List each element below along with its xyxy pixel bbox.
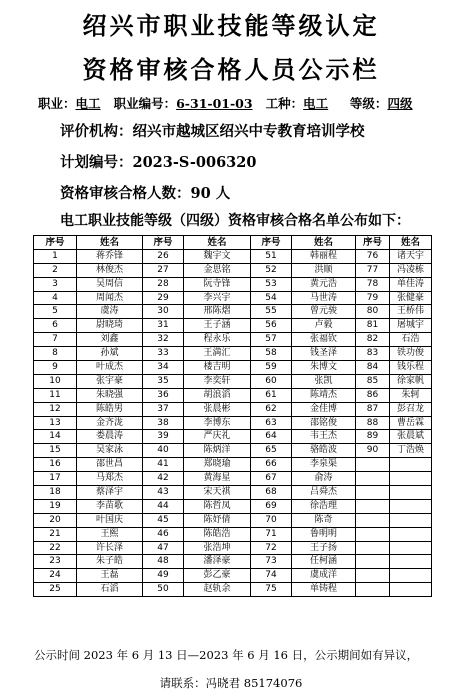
serial-cell: 2: [34, 263, 77, 277]
page-title-line1: 绍兴市职业技能等级认定: [82, 11, 380, 40]
name-cell: 卢毅: [292, 319, 356, 333]
table-row: [34, 277, 432, 291]
serial-cell: 17: [34, 472, 77, 486]
serial-cell: 12: [34, 402, 77, 416]
name-cell: 吕舜杰: [292, 486, 356, 500]
name-cell: 郑晓瑜: [184, 458, 251, 472]
table-row: [34, 361, 432, 375]
serial-cell: 86: [356, 388, 390, 402]
serial-cell: 49: [143, 569, 184, 583]
org-label: 评价机构：: [60, 123, 133, 140]
name-cell: 单铸程: [292, 583, 356, 597]
serial-cell: 40: [143, 444, 184, 458]
table-row: [34, 402, 432, 416]
serial-cell: 63: [251, 416, 292, 430]
name-cell: 李兴宇: [184, 291, 251, 305]
serial-cell: 65: [251, 444, 292, 458]
name-cell: 鲁明明: [292, 527, 356, 541]
level-label: 等级：: [349, 96, 388, 111]
name-cell: 娄晨涛: [77, 430, 143, 444]
serial-cell: 14: [34, 430, 77, 444]
serial-cell: 71: [251, 527, 292, 541]
serial-cell: 23: [34, 555, 77, 569]
name-cell: 李苗歌: [77, 499, 143, 513]
name-cell: 刘鑫: [77, 333, 143, 347]
serial-cell: 30: [143, 305, 184, 319]
plan-number: [60, 151, 256, 172]
name-cell: 李奕轩: [184, 374, 251, 388]
serial-cell: 24: [34, 569, 77, 583]
name-cell: 俞涛: [292, 472, 356, 486]
name-cell: 韩丽程: [292, 249, 356, 263]
count-value: 90 人: [190, 185, 231, 202]
serial-cell: 32: [143, 333, 184, 347]
qualified-roster-table: [33, 235, 432, 597]
name-cell: 虞成洋: [292, 569, 356, 583]
name-cell: 吴周信: [77, 277, 143, 291]
type-value: 电工: [303, 96, 329, 111]
serial-cell: 3: [34, 277, 77, 291]
serial-cell: 15: [34, 444, 77, 458]
serial-cell: 42: [143, 472, 184, 486]
occupation-value: 电工: [75, 96, 101, 111]
table-row: [34, 486, 432, 500]
name-cell: 宋天祺: [184, 486, 251, 500]
name-cell: [390, 499, 432, 513]
serial-cell: 79: [356, 291, 390, 305]
name-cell: 黄元浩: [292, 277, 356, 291]
name-cell: 张福钦: [292, 333, 356, 347]
table-row: [34, 472, 432, 486]
serial-cell: 82: [356, 333, 390, 347]
serial-cell: 84: [356, 361, 390, 375]
name-cell: 陈皓浩: [184, 527, 251, 541]
serial-cell: 74: [251, 569, 292, 583]
name-cell: [390, 541, 432, 555]
name-cell: 蒋乔锋: [77, 249, 143, 263]
serial-cell: 90: [356, 444, 390, 458]
serial-cell: 45: [143, 513, 184, 527]
table-row: [34, 527, 432, 541]
table-header-row: [34, 236, 432, 250]
serial-cell: 67: [251, 472, 292, 486]
serial-cell: 57: [251, 333, 292, 347]
table-row: [34, 499, 432, 513]
name-cell: [390, 458, 432, 472]
table-row: [34, 458, 432, 472]
serial-cell: 44: [143, 499, 184, 513]
name-cell: 石浩: [390, 333, 432, 347]
table-row: [34, 583, 432, 597]
name-cell: [390, 472, 432, 486]
name-cell: 叶成杰: [77, 361, 143, 375]
table-row: [34, 555, 432, 569]
table-row: [34, 416, 432, 430]
name-cell: 张浩坤: [184, 541, 251, 555]
serial-cell: 20: [34, 513, 77, 527]
name-cell: 张晨彬: [184, 402, 251, 416]
name-cell: 金齐泷: [77, 416, 143, 430]
serial-cell: 8: [34, 347, 77, 361]
qualified-count: [60, 182, 230, 203]
name-cell: 冯凌栋: [390, 263, 432, 277]
serial-cell: 54: [251, 291, 292, 305]
serial-cell: 77: [356, 263, 390, 277]
name-cell: 陈皓男: [77, 402, 143, 416]
serial-cell: 73: [251, 555, 292, 569]
plan-label: 计划编号：: [60, 154, 133, 171]
serial-cell: 80: [356, 305, 390, 319]
list-heading: 电工职业技能等级（四级）资格审核合格名单公布如下：: [60, 213, 410, 229]
name-cell: 李泉渠: [292, 458, 356, 472]
name-cell: 许长泽: [77, 541, 143, 555]
name-cell: 马世涛: [292, 291, 356, 305]
publicity-period: 公示时间 2023 年 6 月 13 日—2023 年 6 月 16 日，公示期间如有异议，: [34, 648, 419, 662]
name-cell: 朱轲: [390, 388, 432, 402]
serial-cell: 6: [34, 319, 77, 333]
name-cell: 王桥伟: [390, 305, 432, 319]
header-name-3: 姓名: [292, 236, 356, 250]
code-value: 6-31-01-03: [176, 96, 253, 111]
serial-cell: 5: [34, 305, 77, 319]
name-cell: 彭乙豪: [184, 569, 251, 583]
org-value: 绍兴市越城区绍兴中专教育培训学校: [132, 123, 365, 140]
serial-cell: 60: [251, 374, 292, 388]
serial-cell: 29: [143, 291, 184, 305]
serial-cell: 59: [251, 361, 292, 375]
name-cell: 徐家帆: [390, 374, 432, 388]
serial-cell: 51: [251, 249, 292, 263]
name-cell: 赵轨余: [184, 583, 251, 597]
serial-cell: 61: [251, 388, 292, 402]
name-cell: [390, 555, 432, 569]
serial-cell: 1: [34, 249, 77, 263]
name-cell: 朱子皓: [77, 555, 143, 569]
serial-cell: 55: [251, 305, 292, 319]
name-cell: 王子扬: [292, 541, 356, 555]
name-cell: 陈妤倩: [184, 513, 251, 527]
serial-cell: 19: [34, 499, 77, 513]
level-value: 四级: [387, 96, 413, 111]
table-row: [34, 444, 432, 458]
name-cell: 楼吉明: [184, 361, 251, 375]
serial-cell: 33: [143, 347, 184, 361]
table-row: [34, 430, 432, 444]
name-cell: 丁浩焕: [390, 444, 432, 458]
name-cell: 邵世昌: [77, 458, 143, 472]
serial-cell: 50: [143, 583, 184, 597]
name-cell: 钱圣泽: [292, 347, 356, 361]
serial-cell: 25: [34, 583, 77, 597]
serial-cell: 46: [143, 527, 184, 541]
name-cell: [390, 569, 432, 583]
name-cell: [390, 527, 432, 541]
name-cell: 骆皓波: [292, 444, 356, 458]
table-body: [34, 249, 432, 596]
serial-cell: [356, 555, 390, 569]
serial-cell: 52: [251, 263, 292, 277]
name-cell: 张健豪: [390, 291, 432, 305]
serial-cell: 37: [143, 402, 184, 416]
name-cell: 单佳涛: [390, 277, 432, 291]
serial-cell: 89: [356, 430, 390, 444]
name-cell: 邵铭俊: [292, 416, 356, 430]
header-no-3: 序号: [251, 236, 292, 250]
serial-cell: [356, 458, 390, 472]
type-label: 工种：: [265, 96, 304, 111]
name-cell: 尉晓琦: [77, 319, 143, 333]
serial-cell: [356, 527, 390, 541]
name-cell: 钱乐程: [390, 361, 432, 375]
name-cell: 陈炳洋: [184, 444, 251, 458]
name-cell: 林俊杰: [77, 263, 143, 277]
name-cell: 胡浪滔: [184, 388, 251, 402]
name-cell: 王磊: [77, 569, 143, 583]
serial-cell: 85: [356, 374, 390, 388]
table-row: [34, 319, 432, 333]
name-cell: 任柯涵: [292, 555, 356, 569]
contact-value: 冯晓君 85174076: [205, 676, 303, 690]
table-row: [34, 388, 432, 402]
serial-cell: [356, 499, 390, 513]
table-row: [34, 249, 432, 263]
name-cell: 魏宇文: [184, 249, 251, 263]
serial-cell: 21: [34, 527, 77, 541]
serial-cell: [356, 569, 390, 583]
serial-cell: 34: [143, 361, 184, 375]
serial-cell: 56: [251, 319, 292, 333]
name-cell: 陈靖杰: [292, 388, 356, 402]
serial-cell: 4: [34, 291, 77, 305]
name-cell: 严庆礼: [184, 430, 251, 444]
table-row: [34, 347, 432, 361]
name-cell: 蔡泽宇: [77, 486, 143, 500]
serial-cell: 78: [356, 277, 390, 291]
serial-cell: [356, 486, 390, 500]
table-row: [34, 333, 432, 347]
serial-cell: 69: [251, 499, 292, 513]
name-cell: 陈哲凤: [184, 499, 251, 513]
serial-cell: 39: [143, 430, 184, 444]
serial-cell: 38: [143, 416, 184, 430]
name-cell: 张晨斌: [390, 430, 432, 444]
serial-cell: 72: [251, 541, 292, 555]
serial-cell: 28: [143, 277, 184, 291]
header-no-1: 序号: [34, 236, 77, 250]
name-cell: 金佳博: [292, 402, 356, 416]
serial-cell: 48: [143, 555, 184, 569]
serial-cell: 76: [356, 249, 390, 263]
name-cell: 周闻杰: [77, 291, 143, 305]
name-cell: 徐浩理: [292, 499, 356, 513]
serial-cell: 88: [356, 416, 390, 430]
serial-cell: 10: [34, 374, 77, 388]
serial-cell: 53: [251, 277, 292, 291]
name-cell: 朱晓强: [77, 388, 143, 402]
serial-cell: 70: [251, 513, 292, 527]
plan-value: 2023-S-006320: [132, 154, 257, 171]
name-cell: 曾元骏: [292, 305, 356, 319]
serial-cell: [356, 583, 390, 597]
serial-cell: 81: [356, 319, 390, 333]
occupation-info-row: [38, 94, 438, 112]
name-cell: 吴家泳: [77, 444, 143, 458]
contact-label: 请联系：: [159, 676, 206, 690]
name-cell: 潘泽豪: [184, 555, 251, 569]
name-cell: 韦王杰: [292, 430, 356, 444]
table-row: [34, 291, 432, 305]
serial-cell: 62: [251, 402, 292, 416]
table-row: [34, 263, 432, 277]
serial-cell: 16: [34, 458, 77, 472]
name-cell: 王子涵: [184, 319, 251, 333]
name-cell: 李博东: [184, 416, 251, 430]
name-cell: [390, 513, 432, 527]
serial-cell: 13: [34, 416, 77, 430]
name-cell: 王熙: [77, 527, 143, 541]
serial-cell: [356, 541, 390, 555]
serial-cell: 58: [251, 347, 292, 361]
code-label: 职业编号：: [113, 96, 177, 111]
name-cell: 诸天宇: [390, 249, 432, 263]
name-cell: 石滔: [77, 583, 143, 597]
table-row: [34, 513, 432, 527]
table-row: [34, 374, 432, 388]
name-cell: 陈奇: [292, 513, 356, 527]
serial-cell: 31: [143, 319, 184, 333]
name-cell: [390, 583, 432, 597]
name-cell: 洪顺: [292, 263, 356, 277]
name-cell: 虞涛: [77, 305, 143, 319]
serial-cell: 87: [356, 402, 390, 416]
name-cell: 邢陈熠: [184, 305, 251, 319]
serial-cell: 64: [251, 430, 292, 444]
name-cell: 屠城宇: [390, 319, 432, 333]
serial-cell: 27: [143, 263, 184, 277]
serial-cell: 11: [34, 388, 77, 402]
name-cell: 曹岳霖: [390, 416, 432, 430]
serial-cell: 47: [143, 541, 184, 555]
serial-cell: 7: [34, 333, 77, 347]
serial-cell: 66: [251, 458, 292, 472]
name-cell: 张凯: [292, 374, 356, 388]
name-cell: 程永乐: [184, 333, 251, 347]
occupation-label: 职业：: [38, 96, 76, 111]
name-cell: 王満汇: [184, 347, 251, 361]
name-cell: 黄海星: [184, 472, 251, 486]
name-cell: 叶国庆: [77, 513, 143, 527]
table-row: [34, 541, 432, 555]
name-cell: [390, 486, 432, 500]
serial-cell: 22: [34, 541, 77, 555]
header-no-2: 序号: [143, 236, 184, 250]
serial-cell: 9: [34, 361, 77, 375]
serial-cell: [356, 513, 390, 527]
serial-cell: 41: [143, 458, 184, 472]
serial-cell: 26: [143, 249, 184, 263]
serial-cell: 36: [143, 388, 184, 402]
header-name-4: 姓名: [390, 236, 432, 250]
serial-cell: 75: [251, 583, 292, 597]
name-cell: 彭召龙: [390, 402, 432, 416]
header-name-1: 姓名: [77, 236, 143, 250]
name-cell: 阮寺锋: [184, 277, 251, 291]
name-cell: 孙斌: [77, 347, 143, 361]
serial-cell: 35: [143, 374, 184, 388]
table-row: [34, 305, 432, 319]
serial-cell: 43: [143, 486, 184, 500]
header-no-4: 序号: [356, 236, 390, 250]
header-name-2: 姓名: [184, 236, 251, 250]
page-title-line2: 资格审核合格人员公示栏: [82, 55, 380, 84]
assessment-org: [60, 120, 365, 141]
name-cell: 金思铭: [184, 263, 251, 277]
serial-cell: [356, 472, 390, 486]
contact-line: [0, 675, 462, 691]
name-cell: 马郑杰: [77, 472, 143, 486]
serial-cell: 83: [356, 347, 390, 361]
name-cell: 朱博文: [292, 361, 356, 375]
name-cell: 铁功俊: [390, 347, 432, 361]
serial-cell: 18: [34, 486, 77, 500]
count-label: 资格审核合格人数：: [60, 185, 191, 202]
table-row: [34, 569, 432, 583]
serial-cell: 68: [251, 486, 292, 500]
name-cell: 张宇豪: [77, 374, 143, 388]
